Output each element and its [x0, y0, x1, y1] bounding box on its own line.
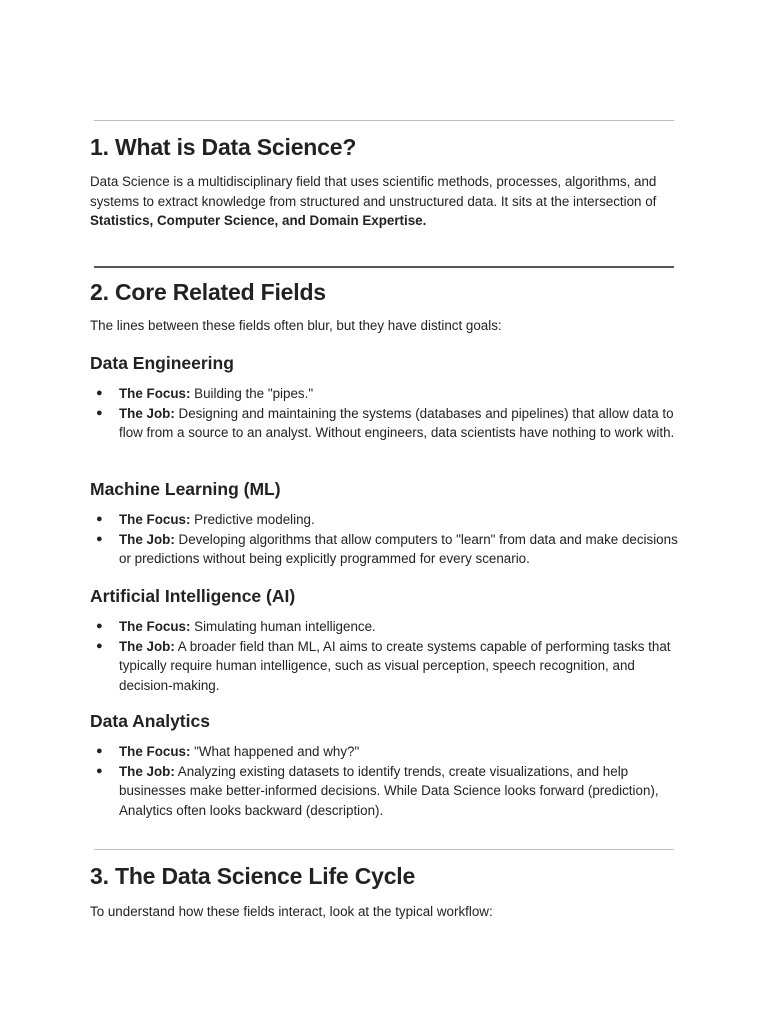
focus-text: "What happened and why?"	[190, 744, 360, 759]
field-list-data-analytics	[90, 742, 680, 820]
list-item	[90, 404, 680, 443]
job-text: A broader field than ML, AI aims to create systems capable of performing tasks that typically require human intelligence, such as visual perception, speech recognition, and decision-making.	[119, 638, 671, 693]
bullet-icon: ●	[96, 764, 103, 777]
section-divider-3	[94, 849, 674, 850]
list-item	[90, 384, 680, 404]
field-heading-data-analytics: Data Analytics	[90, 711, 210, 731]
focus-label: The Focus:	[119, 512, 191, 527]
focus-text: Building the "pipes."	[190, 386, 314, 401]
job-label: The Job:	[119, 763, 175, 779]
list-item	[90, 510, 680, 530]
field-list-data-engineering	[90, 384, 680, 443]
section-divider-1	[94, 120, 674, 121]
field-heading-artificial-intelligence: Artificial Intelligence (AI)	[90, 586, 296, 606]
focus-text: Predictive modeling.	[190, 512, 315, 527]
bullet-icon: ●	[96, 513, 103, 525]
list-item	[90, 742, 680, 762]
job-label: The Job:	[119, 405, 175, 421]
job-text: Developing algorithms that allow computers to "learn" from data and make decisions or predictions without being explicitly programmed for every scenario.	[119, 531, 678, 566]
field-list-machine-learning	[90, 510, 680, 569]
list-item	[90, 530, 680, 569]
section-1-intro-text: Data Science is a multidisciplinary field that uses scientific methods, processes, algorithms, and systems to extract knowledge from structured and unstructured data. It sits at the intersection of	[90, 174, 657, 209]
section-2-title: 2. Core Related Fields	[90, 279, 326, 305]
section-3-intro: To understand how these fields interact, look at the typical workflow:	[90, 904, 493, 919]
section-divider-2	[94, 266, 674, 268]
focus-label: The Focus:	[119, 386, 191, 401]
bullet-icon: ●	[96, 532, 103, 545]
section-3-title: 3. The Data Science Life Cycle	[90, 863, 416, 889]
bullet-icon: ●	[96, 387, 103, 399]
list-item	[90, 762, 680, 821]
list-item	[90, 637, 680, 696]
job-label: The Job:	[119, 531, 175, 547]
job-label: The Job:	[119, 638, 175, 654]
bullet-icon: ●	[96, 620, 103, 632]
bullet-icon: ●	[96, 745, 103, 757]
list-item	[90, 617, 680, 637]
focus-label: The Focus:	[119, 619, 191, 634]
section-2-intro: The lines between these fields often blur, but they have distinct goals:	[90, 318, 502, 333]
focus-label: The Focus:	[119, 744, 191, 759]
focus-text: Simulating human intelligence.	[190, 619, 376, 634]
field-list-artificial-intelligence	[90, 617, 680, 695]
job-text: Analyzing existing datasets to identify trends, create visualizations, and help businesses make better-informed decisions. While Data Science looks forward (prediction), Analytics often looks backward (description).	[119, 763, 659, 818]
bullet-icon: ●	[96, 406, 103, 419]
section-1-intro-bold: Statistics, Computer Science, and Domain Expertise.	[90, 213, 427, 228]
section-1-intro	[90, 172, 680, 231]
bullet-icon: ●	[96, 639, 103, 652]
field-heading-data-engineering: Data Engineering	[90, 353, 234, 373]
field-heading-machine-learning: Machine Learning (ML)	[90, 479, 281, 499]
section-1-title: 1. What is Data Science?	[90, 134, 357, 160]
job-text: Designing and maintaining the systems (databases and pipelines) that allow data to flow from a source to an analyst. Without engineers, data scientists have nothing to work with.	[119, 405, 675, 440]
